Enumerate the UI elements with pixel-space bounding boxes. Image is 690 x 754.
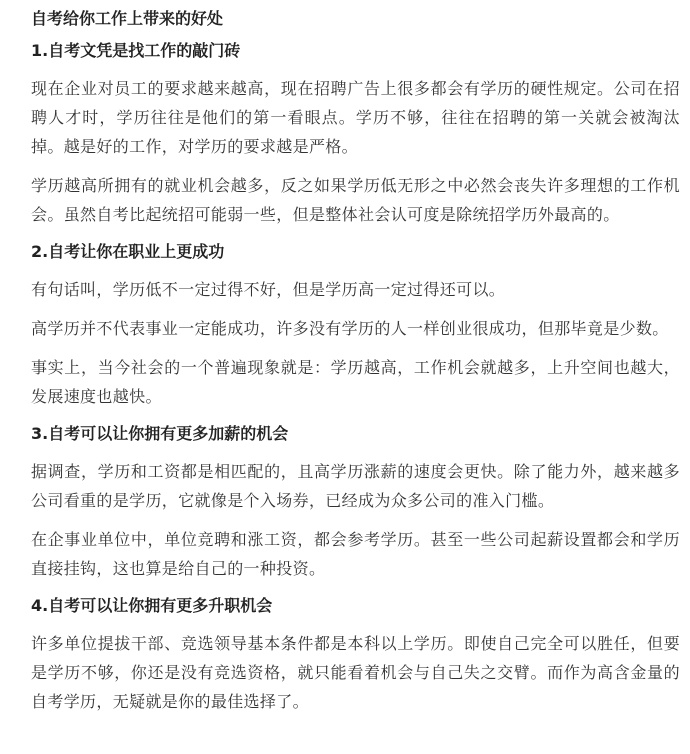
section-heading: 4.自考可以让你拥有更多升职机会 <box>31 596 273 615</box>
section-heading: 1.自考文凭是找工作的敲门砖 <box>31 41 241 60</box>
paragraph: 学历越高所拥有的就业机会越多，反之如果学历低无形之中必然会丧失许多理想的工作机会。虽然自考比起统招可能弱一些，但是整体社会认可度是除统招学历外最高的。 <box>31 176 680 224</box>
paragraph: 现在企业对员工的要求越来越高，现在招聘广告上很多都会有学历的硬性规定。公司在招聘人才时，学历往往是他们的第一看眼点。学历不够，往往在招聘的第一关就会被淘汰掉。越是好的工作，对学历的要求越是严格。 <box>31 79 680 156</box>
section-1 <box>31 38 680 229</box>
article-title: 自考给你工作上带来的好处 <box>31 9 224 28</box>
paragraph: 有句话叫，学历低不一定过得不好，但是学历高一定过得还可以。 <box>31 280 506 299</box>
paragraph: 据调查，学历和工资都是相匹配的，且高学历涨薪的速度会更快。除了能力外，越来越多公司看重的是学历，它就像是个入场券，已经成为众多公司的准入门槛。 <box>31 462 680 510</box>
paragraph: 在企事业单位中，单位竞聘和涨工资，都会参考学历。甚至一些公司起薪设置都会和学历直接挂钩，这也算是给自己的一种投资。 <box>31 530 680 578</box>
paragraph: 许多单位提拔干部、竞选领导基本条件都是本科以上学历。即使自己完全可以胜任，但要是学历不够，你还是没有竞选资格，就只能看着机会与自己失之交臂。而作为高含金量的自考学历，无疑就是你的最佳选择了。 <box>31 634 680 711</box>
section-heading: 2.自考让你在职业上更成功 <box>31 242 225 261</box>
paragraph: 高学历并不代表事业一定能成功，许多没有学历的人一样创业很成功，但那毕竟是少数。 <box>31 319 669 338</box>
paragraph: 事实上，当今社会的一个普遍现象就是：学历越高，工作机会就越多，上升空间也越大，发展速度也越快。 <box>31 358 680 406</box>
section-4 <box>31 593 680 716</box>
section-3 <box>31 421 680 583</box>
section-heading: 3.自考可以让你拥有更多加薪的机会 <box>31 424 289 443</box>
section-2 <box>31 239 680 411</box>
